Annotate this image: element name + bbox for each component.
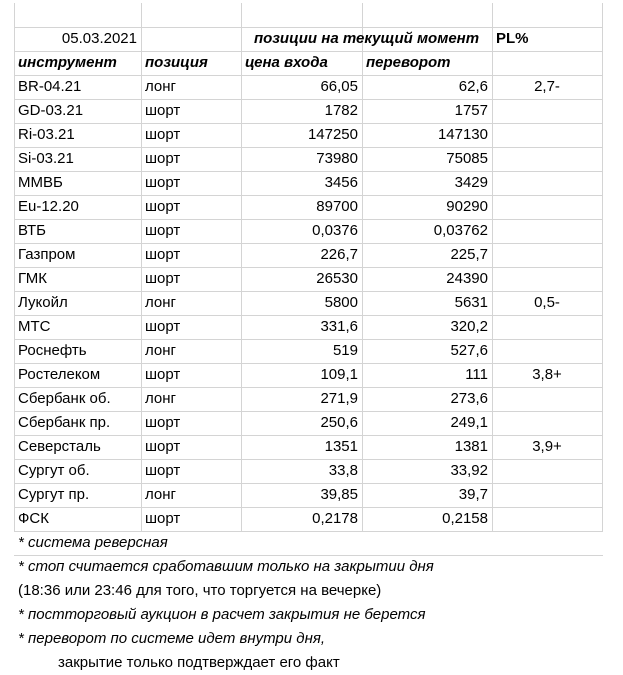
entry-price-cell[interactable]: 5800 [324,294,358,311]
position-cell[interactable]: лонг [145,342,177,359]
instrument-cell[interactable]: МТС [18,318,51,335]
instrument-cell[interactable]: Северсталь [18,438,101,455]
instrument-cell[interactable]: ММВБ [18,174,63,191]
table-row [0,123,623,147]
note-line: * система реверсная [18,534,168,551]
flip-price-cell[interactable]: 0,2158 [442,510,488,527]
column-header-position[interactable]: позиция [145,54,208,71]
pl-cell[interactable] [492,483,602,507]
position-cell[interactable]: лонг [145,390,177,407]
flip-price-cell[interactable]: 320,2 [450,318,488,335]
column-header-instrument[interactable]: инструмент [18,54,117,71]
instrument-cell[interactable]: Ростелеком [18,366,101,383]
pl-cell[interactable] [492,171,602,195]
position-cell[interactable]: шорт [145,150,181,167]
flip-price-cell[interactable]: 5631 [454,294,488,311]
entry-price-cell[interactable]: 1351 [324,438,358,455]
instrument-cell[interactable]: Сбербанк пр. [18,414,111,431]
position-cell[interactable]: шорт [145,222,181,239]
entry-price-cell[interactable]: 66,05 [320,78,358,95]
table-row [0,267,623,291]
instrument-cell[interactable]: Сургут об. [18,462,90,479]
position-cell[interactable]: шорт [145,270,181,287]
flip-price-cell[interactable]: 3429 [454,174,488,191]
table-row [0,363,623,387]
entry-price-cell[interactable]: 250,6 [320,414,358,431]
table-row [0,507,623,531]
table-row [0,483,623,507]
instrument-cell[interactable]: Сбербанк об. [18,390,111,407]
entry-price-cell[interactable]: 0,2178 [312,510,358,527]
position-cell[interactable]: шорт [145,462,181,479]
entry-price-cell[interactable]: 73980 [316,150,358,167]
entry-price-cell[interactable]: 109,1 [320,366,358,383]
note-line: * постторговый аукцион в расчет закрытия не берется [18,606,426,623]
title-cell[interactable]: позиции на текущий момент [253,30,480,47]
entry-price-cell[interactable]: 147250 [307,126,358,143]
position-cell[interactable]: шорт [145,174,181,191]
position-cell[interactable]: шорт [145,318,181,335]
entry-price-cell[interactable]: 3456 [324,174,358,191]
instrument-cell[interactable]: BR-04.21 [18,78,82,95]
position-cell[interactable]: шорт [145,246,181,263]
position-cell[interactable]: лонг [145,78,177,95]
pl-cell[interactable] [492,411,602,435]
table-row [0,435,623,459]
flip-price-cell[interactable]: 249,1 [450,414,488,431]
position-cell[interactable]: шорт [145,126,181,143]
pl-cell[interactable] [492,459,602,483]
table-row [0,411,623,435]
note-line: (18:36 или 23:46 для того, что торгуется на вечерке) [18,582,382,599]
entry-price-cell[interactable]: 1782 [324,102,358,119]
table-row [0,147,623,171]
pl-cell[interactable]: 2,7- [534,78,560,95]
pl-cell[interactable] [492,315,602,339]
flip-price-cell[interactable]: 75085 [446,150,488,167]
entry-price-cell[interactable]: 331,6 [320,318,358,335]
instrument-cell[interactable]: ГМК [18,270,48,287]
entry-price-cell[interactable]: 0,0376 [312,222,358,239]
pl-cell[interactable] [492,339,602,363]
flip-price-cell[interactable]: 273,6 [450,390,488,407]
table-row [0,195,623,219]
note-line: закрытие только подтверждает его факт [58,654,340,671]
instrument-cell[interactable]: ВТБ [18,222,47,239]
instrument-cell[interactable]: Сургут пр. [18,486,90,503]
flip-price-cell[interactable]: 111 [465,366,488,383]
table-row [0,219,623,243]
position-cell[interactable]: шорт [145,438,181,455]
flip-price-cell[interactable]: 62,6 [458,78,488,95]
pl-cell[interactable]: 0,5- [534,294,560,311]
pl-cell[interactable] [492,195,602,219]
instrument-cell[interactable]: ФСК [18,510,49,527]
entry-price-cell[interactable]: 26530 [316,270,358,287]
position-cell[interactable]: шорт [145,366,181,383]
column-header-row [0,51,623,75]
pl-cell[interactable] [492,243,602,267]
note-line: * стоп считается сработавшим только на закрытии дня [18,558,434,575]
entry-price-cell[interactable]: 226,7 [320,246,358,263]
flip-price-cell[interactable]: 225,7 [450,246,488,263]
pl-cell[interactable] [492,123,602,147]
pl-cell[interactable] [492,387,602,411]
instrument-cell[interactable]: Лукойл [18,294,68,311]
position-cell[interactable]: шорт [145,102,181,119]
position-cell[interactable]: шорт [145,198,181,215]
instrument-cell[interactable]: Ri-03.21 [18,126,75,143]
table-row [0,243,623,267]
date-cell[interactable]: 05.03.2021 [61,30,137,47]
instrument-cell[interactable]: Газпром [18,246,76,263]
flip-price-cell[interactable]: 39,7 [458,486,488,503]
table-row [0,291,623,315]
position-cell[interactable]: лонг [145,486,177,503]
position-cell[interactable]: шорт [145,414,181,431]
note-line: * переворот по системе идет внутри дня, [18,630,326,647]
entry-price-cell[interactable]: 271,9 [320,390,358,407]
flip-price-cell[interactable]: 147130 [437,126,488,143]
flip-price-cell[interactable]: 90290 [446,198,488,215]
entry-price-cell[interactable]: 39,85 [320,486,358,503]
table-row [0,387,623,411]
instrument-cell[interactable]: Si-03.21 [18,150,74,167]
pl-cell[interactable] [492,219,602,243]
header-row [0,27,623,51]
pl-cell[interactable]: 3,9+ [532,438,562,455]
pl-cell[interactable] [492,147,602,171]
pl-cell[interactable] [492,267,602,291]
position-cell[interactable]: лонг [145,294,177,311]
flip-price-cell[interactable]: 1381 [454,438,488,455]
table-row [0,459,623,483]
entry-price-cell[interactable]: 33,8 [328,462,358,479]
table-row [0,315,623,339]
instrument-cell[interactable]: GD-03.21 [18,102,84,119]
pl-cell[interactable] [492,99,602,123]
flip-price-cell[interactable]: 33,92 [450,462,488,479]
pl-cell[interactable] [492,507,602,531]
flip-price-cell[interactable]: 1757 [454,102,488,119]
flip-price-cell[interactable]: 527,6 [450,342,488,359]
entry-price-cell[interactable]: 89700 [316,198,358,215]
pl-header-cell[interactable]: PL% [496,30,529,47]
position-cell[interactable]: шорт [145,510,181,527]
table-row [0,339,623,363]
entry-price-cell[interactable]: 519 [332,342,358,359]
table-row [0,75,623,99]
flip-price-cell[interactable]: 0,03762 [433,222,488,239]
flip-price-cell[interactable]: 24390 [446,270,488,287]
column-header-flip[interactable]: переворот [366,54,451,71]
pl-cell[interactable]: 3,8+ [532,366,562,383]
instrument-cell[interactable]: Eu-12.20 [18,198,79,215]
table-row [0,171,623,195]
column-header-entry[interactable]: цена входа [245,54,328,71]
table-row [0,99,623,123]
instrument-cell[interactable]: Роснефть [18,342,87,359]
